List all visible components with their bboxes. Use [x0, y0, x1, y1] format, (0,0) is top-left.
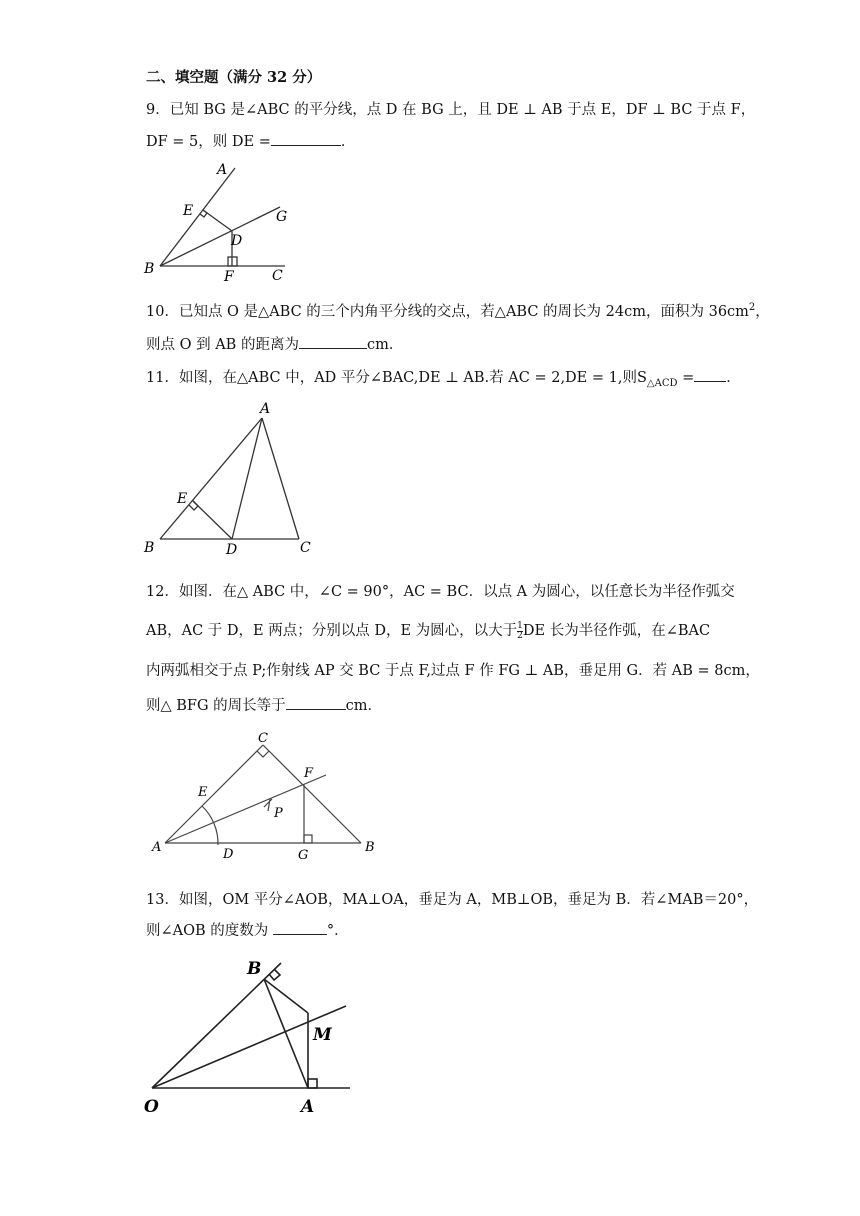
q12-line4: [146, 694, 382, 715]
q11-label-A: A: [260, 401, 271, 417]
q12-line3: 内两弧相交于点 P;作射线 AP 交 BC 于点 F,过点 F 作 FG ⊥ AB，垂足用 G．若 AB = 8cm，: [146, 663, 760, 679]
q10-text: 10．已知点 O 是△ABC 的三个内角平分线的交点，若△ABC 的周长为 24cm，面积为 36cm: [146, 304, 749, 320]
q11-text: 11．如图，在△ABC 中，AD 平分∠BAC,DE ⊥ AB.若 AC = 2,DE = 1,则S: [146, 370, 647, 386]
q11-label-E: E: [177, 491, 188, 507]
q9-label-C: C: [272, 268, 283, 284]
q9-label-G: G: [276, 209, 288, 225]
q13-answer-blank[interactable]: [273, 920, 327, 935]
q9-period: ．: [340, 134, 356, 150]
q12-label-D: D: [223, 847, 234, 862]
q11-sub: △ACD: [646, 377, 678, 389]
q10-text2: 则点 O 到 AB 的距离为: [146, 337, 299, 353]
q10-comma: ，: [755, 304, 770, 320]
q9-line1: 9．已知 BG 是∠ABC 的平分线，点 D 在 BG 上，且 DE ⊥ AB 于点 E，DF ⊥ BC 于点 F，: [146, 102, 756, 118]
q12-label-B: B: [365, 840, 375, 855]
q10-answer-blank[interactable]: [299, 334, 367, 349]
q12-text2a: AB，AC 于 D，E 两点；分别以点 D，E 为圆心，以大于: [146, 623, 518, 639]
q13-label-M: M: [313, 1025, 332, 1045]
q13-label-B: B: [247, 959, 262, 979]
q12-label-E: E: [198, 785, 208, 800]
q12-answer-blank[interactable]: [286, 695, 346, 710]
q11-label-B: B: [144, 540, 155, 556]
q12-line1: 12．如图．在△ ABC 中，∠C = 90°，AC = BC．以点 A 为圆心，以任意长为半径作弧交: [146, 584, 735, 600]
q13-figure: [140, 950, 370, 1120]
q12-label-C: C: [258, 731, 268, 746]
q11-period: ．: [726, 370, 741, 386]
q13-label-O: O: [144, 1097, 159, 1117]
q11-line1: [146, 366, 741, 389]
q10-line2: [146, 333, 403, 354]
q11-figure: [140, 398, 330, 560]
q12-frac-num: 1: [517, 620, 523, 631]
q12-text2b: DE 长为半径作弧，在∠BAC: [522, 623, 711, 639]
q9-label-B: B: [144, 261, 155, 277]
q13-line2: [146, 919, 349, 940]
q12-unit: cm．: [345, 698, 383, 714]
q9-label-A: A: [217, 162, 228, 178]
q12-label-A: A: [152, 840, 162, 855]
q12-text4: 则△ BFG 的周长等于: [146, 698, 286, 714]
q9-line2: [146, 130, 355, 151]
q12-label-P: P: [274, 806, 283, 821]
q13-line1: 13．如图，OM 平分∠AOB，MA⊥OA，垂足为 A，MB⊥OB，垂足为 B．若∠MAB＝20°，: [146, 892, 759, 908]
q11-answer-blank[interactable]: [694, 367, 726, 382]
q13-label-A: A: [301, 1097, 315, 1117]
q12-figure: [140, 725, 390, 865]
q11-label-C: C: [300, 540, 311, 556]
q9-answer-blank[interactable]: [271, 131, 341, 146]
q12-label-G: G: [298, 848, 309, 863]
q10-line1: [146, 300, 770, 321]
q13-text2: 则∠AOB 的度数为: [146, 923, 273, 939]
q10-sup: 2: [748, 302, 756, 314]
q12-label-F: F: [304, 766, 314, 781]
q11-label-D: D: [226, 542, 238, 558]
section-title: 二、填空题（满分 32 分）: [146, 69, 322, 86]
q13-degree: °．: [326, 923, 349, 939]
q10-unit: cm．: [366, 337, 404, 353]
q9-label-E: E: [183, 203, 194, 219]
q12-frac-den: 2: [517, 630, 523, 641]
q9-figure: [140, 160, 300, 285]
q9-label-D: D: [231, 233, 243, 249]
q9-label-F: F: [224, 269, 234, 285]
q9-text: DF = 5，则 DE =: [146, 134, 271, 150]
q11-eq: =: [677, 370, 695, 386]
q12-line2: [146, 619, 710, 641]
